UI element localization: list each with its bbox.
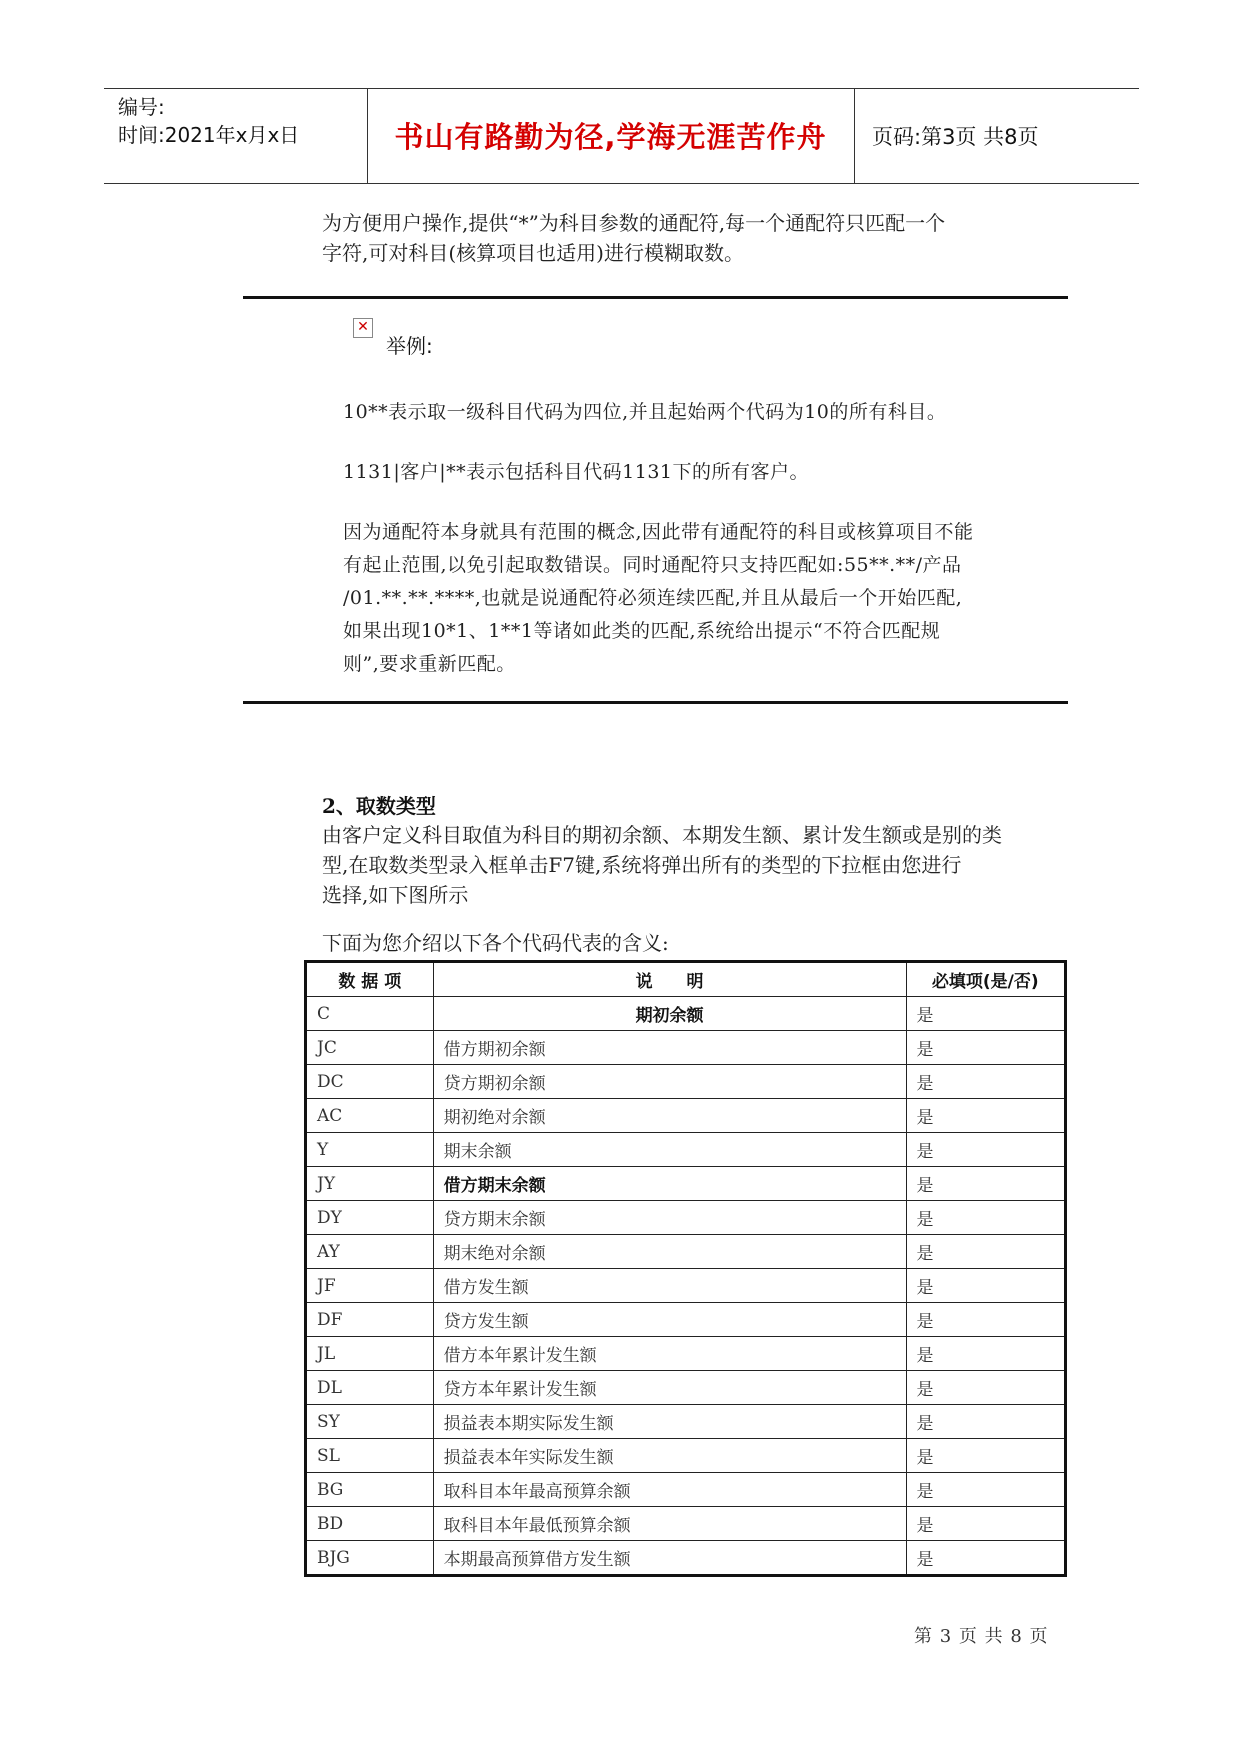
example-note-line: 有起止范围,以免引起取数错误。同时通配符只支持匹配如:55**.**/产品 xyxy=(343,554,962,576)
table-row xyxy=(306,1201,1066,1235)
header-meta xyxy=(118,93,368,149)
section-body-line: 由客户定义科目取值为科目的期初余额、本期发生额、累计发生额或是别的类 xyxy=(322,823,1002,847)
table-row xyxy=(306,1133,1066,1167)
code-cell: DY xyxy=(306,1201,434,1235)
section-title: 2、取数类型 xyxy=(322,794,436,818)
description-cell: 取科目本年最高预算余额 xyxy=(433,1473,906,1507)
table-row xyxy=(306,1541,1066,1576)
required-cell: 是 xyxy=(906,1167,1065,1201)
example-note-line: 因为通配符本身就具有范围的概念,因此带有通配符的科目或核算项目不能 xyxy=(343,521,974,543)
description-cell: 期初余额 xyxy=(433,997,906,1031)
table-row xyxy=(306,1337,1066,1371)
code-cell: JC xyxy=(306,1031,434,1065)
required-cell: 是 xyxy=(906,1405,1065,1439)
table-intro: 下面为您介绍以下各个代码代表的含义: xyxy=(322,931,669,955)
intro-line: 字符,可对科目(核算项目也适用)进行模糊取数。 xyxy=(322,241,744,265)
required-cell: 是 xyxy=(906,1439,1065,1473)
table-row xyxy=(306,1405,1066,1439)
intro-paragraph xyxy=(322,208,1056,268)
table-row xyxy=(306,1473,1066,1507)
example-top-rule xyxy=(243,296,1068,299)
required-cell: 是 xyxy=(906,1031,1065,1065)
code-cell: AY xyxy=(306,1235,434,1269)
example-note xyxy=(343,516,1055,681)
example-line: 10**表示取一级科目代码为四位,并且起始两个代码为10的所有科目。 xyxy=(343,401,947,423)
description-cell: 贷方本年累计发生额 xyxy=(433,1371,906,1405)
required-cell: 是 xyxy=(906,1201,1065,1235)
example-note-line: /01.**.**.****,也就是说通配符必须连续匹配,并且从最后一个开始匹配, xyxy=(343,587,963,609)
header-page-number: 页码:第3页 共8页 xyxy=(872,125,1039,149)
description-cell: 借方期初余额 xyxy=(433,1031,906,1065)
header-divider xyxy=(854,89,855,183)
table-body xyxy=(306,997,1066,1576)
code-cell: DF xyxy=(306,1303,434,1337)
required-cell: 是 xyxy=(906,1269,1065,1303)
code-cell: JY xyxy=(306,1167,434,1201)
example-line: 1131|客户|**表示包括科目代码1131下的所有客户。 xyxy=(343,461,810,483)
required-cell: 是 xyxy=(906,1541,1065,1576)
required-cell: 是 xyxy=(906,1473,1065,1507)
page-header xyxy=(104,88,1139,184)
description-cell: 借方发生额 xyxy=(433,1269,906,1303)
table-row xyxy=(306,1269,1066,1303)
column-header-required: 必填项(是/否) xyxy=(906,962,1065,997)
table-row xyxy=(306,1303,1066,1337)
description-cell: 借方本年累计发生额 xyxy=(433,1337,906,1371)
required-cell: 是 xyxy=(906,1235,1065,1269)
intro-line: 为方便用户操作,提供“*”为科目参数的通配符,每一个通配符只匹配一个 xyxy=(322,211,946,235)
code-definition-table xyxy=(304,960,1067,1577)
code-cell: BG xyxy=(306,1473,434,1507)
code-cell: JF xyxy=(306,1269,434,1303)
table-row xyxy=(306,1031,1066,1065)
example-note-line: 则”,要求重新匹配。 xyxy=(343,653,516,675)
table-row xyxy=(306,1167,1066,1201)
code-cell: SY xyxy=(306,1405,434,1439)
description-cell: 借方期末余额 xyxy=(433,1167,906,1201)
code-cell: C xyxy=(306,997,434,1031)
required-cell: 是 xyxy=(906,997,1065,1031)
required-cell: 是 xyxy=(906,1371,1065,1405)
example-title: 举例: xyxy=(386,334,433,358)
required-cell: 是 xyxy=(906,1303,1065,1337)
table-row xyxy=(306,1065,1066,1099)
section-body-line: 选择,如下图所示 xyxy=(322,883,469,907)
description-cell: 期末绝对余额 xyxy=(433,1235,906,1269)
section-body xyxy=(322,820,1056,910)
code-cell: SL xyxy=(306,1439,434,1473)
table-row xyxy=(306,1099,1066,1133)
table-row xyxy=(306,1507,1066,1541)
code-cell: BD xyxy=(306,1507,434,1541)
description-cell: 损益表本期实际发生额 xyxy=(433,1405,906,1439)
required-cell: 是 xyxy=(906,1065,1065,1099)
required-cell: 是 xyxy=(906,1507,1065,1541)
required-cell: 是 xyxy=(906,1133,1065,1167)
code-cell: Y xyxy=(306,1133,434,1167)
document-number-label: 编号: xyxy=(118,95,165,119)
description-cell: 本期最高预算借方发生额 xyxy=(433,1541,906,1576)
description-cell: 取科目本年最低预算余额 xyxy=(433,1507,906,1541)
broken-image-icon: ✕ xyxy=(353,318,373,338)
section-body-line: 型,在取数类型录入框单击F7键,系统将弹出所有的类型的下拉框由您进行 xyxy=(322,853,962,877)
description-cell: 期末余额 xyxy=(433,1133,906,1167)
table-row xyxy=(306,1235,1066,1269)
description-cell: 贷方期末余额 xyxy=(433,1201,906,1235)
document-time-label: 时间:2021年x月x日 xyxy=(118,123,300,147)
description-cell: 贷方发生额 xyxy=(433,1303,906,1337)
code-cell: DL xyxy=(306,1371,434,1405)
description-cell: 期初绝对余额 xyxy=(433,1099,906,1133)
code-cell: AC xyxy=(306,1099,434,1133)
code-cell: JL xyxy=(306,1337,434,1371)
required-cell: 是 xyxy=(906,1337,1065,1371)
example-bottom-rule xyxy=(243,701,1068,704)
description-cell: 贷方期初余额 xyxy=(433,1065,906,1099)
column-header-code: 数 据 项 xyxy=(306,962,434,997)
code-cell: DC xyxy=(306,1065,434,1099)
description-cell: 损益表本年实际发生额 xyxy=(433,1439,906,1473)
code-cell: BJG xyxy=(306,1541,434,1576)
table-row xyxy=(306,1371,1066,1405)
page-footer: 第 3 页 共 8 页 xyxy=(914,1626,1049,1647)
column-header-description: 说 明 xyxy=(433,962,906,997)
example-note-line: 如果出现10*1、1**1等诸如此类的匹配,系统给出提示“不符合匹配规 xyxy=(343,620,941,642)
table-row xyxy=(306,997,1066,1031)
required-cell: 是 xyxy=(906,1099,1065,1133)
table-header-row xyxy=(306,962,1066,997)
table-row xyxy=(306,1439,1066,1473)
header-motto: 书山有路勤为径,学海无涯苦作舟 xyxy=(394,120,827,154)
